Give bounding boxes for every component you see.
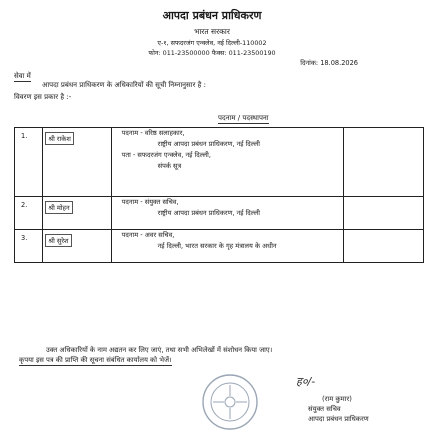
row-number: 2. [15, 197, 43, 230]
table-row [15, 197, 424, 230]
letter-date: दिनांक: 18.08.2026 [300, 59, 358, 67]
detail-line: पदनाम - अवर सचिव, [121, 231, 175, 239]
table-row [15, 230, 424, 263]
detail-line: राष्ट्रीय आपदा प्रबंधन प्राधिकरण, नई दिल्ली [157, 209, 260, 217]
row-number: 1. [15, 128, 43, 197]
body-line-1: आपदा प्रबंधन प्राधिकरण के अधिकारियों की सूची निम्नानुसार है : [42, 81, 206, 89]
table-heading: पदनाम / पदस्थापना [218, 114, 269, 122]
detail-line: पदनाम - संयुक्त सचिव, [121, 198, 179, 206]
detail-line: राष्ट्रीय आपदा प्रबंधन प्राधिकरण, नई दिल्ली [157, 140, 260, 148]
signatory-designation: संयुक्त सचिव [308, 405, 341, 413]
officer-name: श्री राकेश [45, 132, 73, 145]
letterhead-address: ए-१, सफदरजंग एन्क्लेव, नई दिल्ली-110002 [157, 39, 267, 47]
row-number: 3. [15, 230, 43, 263]
signature-scrawl: ह०/- [296, 375, 316, 388]
officer-name: श्री सुरेश [45, 234, 71, 247]
salutation: सेवा में [14, 72, 31, 80]
body-line-2: विवरण इस प्रकार है :- [14, 93, 72, 101]
detail-line: पदनाम - वरिष्ठ सलाहकार, [121, 129, 185, 137]
letterhead-phone: फोन: 011-23500000 फैक्स: 011-23500190 [148, 49, 276, 57]
detail-line: संपर्क सूत्र [157, 162, 182, 170]
office-stamp [200, 372, 260, 432]
signatory-office: आपदा प्रबंधन प्राधिकरण [308, 415, 369, 423]
detail-line: नई दिल्ली, भारत सरकार के गृह मंत्रालय के अधीन [157, 242, 277, 250]
letterhead-title: आपदा प्रबंधन प्राधिकरण [162, 9, 262, 22]
officers-table [14, 127, 424, 263]
table-row [15, 128, 424, 197]
footer-line-2: कृपया इस पत्र की प्राप्ति की सूचना संबंधित कार्यालय को भेजें। [19, 356, 172, 364]
officer-name: श्री मोहन [45, 201, 72, 214]
detail-line: पता - सफदरजंग एन्क्लेव, नई दिल्ली, [121, 151, 211, 159]
signatory-name: (राम कुमार) [322, 395, 352, 403]
letterhead-subtitle: भारत सरकार [194, 27, 230, 36]
footer-line-1: उक्त अधिकारियों के नाम अद्यतन कर लिए जाएं, तथा सभी अभिलेखों में संशोधन किया जाए। [46, 346, 273, 354]
